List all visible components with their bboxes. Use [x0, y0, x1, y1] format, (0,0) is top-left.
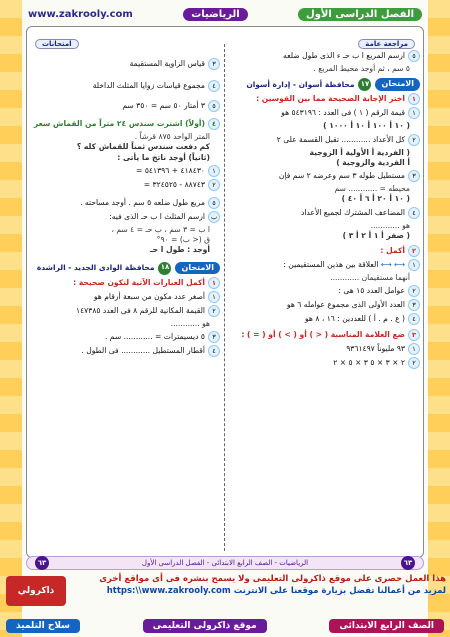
bottom-bar: [0, 615, 450, 637]
q2-item-3: ٣العدد الأولى الذى مجموع عوامله ٦ هو: [230, 299, 420, 311]
left-item-6-d: أوجد : طول ا حـ: [150, 245, 210, 255]
page-number-left: ٦٣: [35, 556, 49, 570]
b-title: ١أكمل العبارات الآتية لتكون صحيحة :: [30, 277, 220, 289]
site-url[interactable]: www.zakrooly.com: [28, 8, 133, 20]
page-footer: [26, 556, 424, 570]
left-column: [30, 48, 220, 359]
q2-item-1-cont: أنهما مستقيمان ............: [330, 273, 410, 282]
term-badge: الفصل الدراسى الأول: [298, 8, 422, 21]
q1-item-4: ٤المضاعف المشترك لجميع الأعداد: [230, 207, 420, 219]
q1-item-2-options-2: أ الفردية والزوجية ): [336, 157, 410, 167]
left-item-4-c: كم دفعت سندس ثمناً للقماش كله ؟: [76, 142, 210, 152]
q1-item-2: ٢كل الأعداد ............ تقبل القسمة على ٢: [230, 134, 420, 146]
left-item-4-d: (ثانياً) أوجد ناتج ما يأتى :: [117, 152, 210, 162]
left-item-6-b: ا ب = ٣ سم ، ب حـ = ٤ سم ،: [111, 224, 210, 234]
left-item-1: ٣قياس الزاوية المستقيمة: [30, 58, 220, 70]
exams-tag: امتحانات: [35, 31, 79, 50]
right-column: [230, 48, 420, 371]
q1-item-1-options: ( ١٠ أ ١٠٠ أ ١٠ أ ١٠٠٠ ): [323, 121, 410, 131]
q1-item-2-options: ( الفردية أ الأولية أ الزوجية: [309, 147, 410, 157]
left-decoration: [0, 0, 22, 637]
b-item-2: ٢القيمة المكانية للرقم ٨ فى العدد ١٤٧٣٨٥: [30, 305, 220, 317]
left-item-4-f: ٢٨٨٧٤٣ - ٣٢٤٥٢٥ =: [30, 179, 220, 191]
left-item-2: ٤مجموع قياسات زوايا المثلث الداخلة: [30, 80, 220, 92]
q1-item-4-cont: هو ............: [370, 220, 410, 230]
q1-item-1: ١قيمة الرقم ( ١ ) فى العدد : ٥٤٣١٩٦ هو: [230, 107, 420, 119]
q1-title: ١اختر الإجابة الصحيحة مما بين القوسين :: [230, 93, 420, 105]
series-badge: سلاح التلميذ: [6, 619, 80, 633]
b-item-2-cont: هو ............: [170, 318, 210, 328]
q1-item-3: ٣مستطيل طوله ٣ سم وعرضه ٢ سم فإن: [230, 170, 420, 182]
left-item-4-b: المتر الواحد ٨٧٥ قرشاً .: [134, 132, 210, 141]
q1-item-4-options: ( صفر أ ١ أ ٢ أ ٣ ): [342, 230, 410, 240]
zakrooly-logo: ذاكرولي: [6, 576, 66, 606]
left-item-5: ٥مربع طول ضلعه ٥ سم . أوجد مساحته .: [30, 197, 220, 209]
q3-title: ٣ضع العلامة المناسبة ( < ) أو ( > ) أو ( = ) :: [230, 329, 420, 341]
review-tag: مراجعة عامة: [358, 31, 415, 50]
page-number-right: ٦٣: [401, 556, 415, 570]
b-item-3: ٣٥ ديسيمترات = ............ سم .: [30, 331, 220, 343]
notice-line-1: هذا العمل حصرى على موقع ذاكرولى التعليمى ولا يسمح بنشره فى أى مواقع أخرى: [99, 574, 446, 584]
site-badge: موقع ذاكرولى التعليمى: [143, 619, 267, 633]
left-item-4-e: ١٤١٨٤٣٠ + ٥٤١٣٩٦ =: [30, 165, 220, 177]
b-item-1: ١أصغر عدد مكون من سبعة أرقام هو: [30, 291, 220, 303]
q2-item-2: ٢عوامل العدد ١٥ هى :: [230, 285, 420, 297]
left-item-4: ٤(أولاً) اشترت سندس ٢٤ متراً من القماش سعر: [30, 118, 220, 130]
b-item-4: ٤أقطار المستطيل ............ فى الطول .: [30, 345, 220, 357]
exam-17-header: الامتحان ١٧ محافظة أسوان - إدارة أسوان: [230, 78, 420, 91]
question-5-cont: ٥ سم ، ثم أوجد محيط المربع .: [313, 64, 410, 73]
header: [28, 6, 422, 22]
subject-badge: الرياضيات: [183, 8, 247, 21]
left-item-6-c: ق (< ب) = ٩٠°: [156, 235, 210, 244]
column-divider: [224, 44, 225, 551]
q2-title: ٢أكمل :: [230, 245, 420, 257]
q1-item-3-options: ( ١٠ أ ٢٠ أ ٦ أ ٤٠ ): [341, 194, 410, 204]
question-5: ٥ارسم المربع ا ب حـ ء الذى طول ضلعه: [230, 50, 420, 62]
right-decoration: [428, 0, 450, 637]
q3-item-1: ١٩٣ مليوناً ٩٣٦١٤٩٧: [230, 343, 420, 355]
left-item-6: بارسم المثلث ا ب حـ الذى فيه:: [30, 211, 220, 223]
book-title: الرياضيات - الصف الرابع الابتدائى - الفصل الدراسى الأول: [141, 559, 309, 567]
notice-line-2[interactable]: لمزيد من أعمالنا تفضل بزيارة موقعنا على الانترنت https:\\www.zakrooly.com: [106, 585, 446, 596]
q2-item-4: ٤( ع . م . أ ) للعددين : ١٦ ، ٨ هو: [230, 313, 420, 325]
q3-item-2: ٢٢ × ٣ × ٥ ٣ × ٥ × ٢: [230, 357, 420, 369]
copyright-notice: [4, 574, 446, 614]
q1-item-3-cont: محيطه = ............ سم: [334, 184, 410, 193]
grade-badge: الصف الرابع الابتدائى: [329, 619, 444, 633]
exam-18-header: الامتحان ١٨ محافظة الوادى الجديد - الراشدة: [30, 262, 220, 275]
left-item-3: ٥٣ أمتار ٥٠ سم = ٣٥٠ سم: [30, 100, 220, 112]
q2-item-1: ١⟷ ⟷ العلاقة بين هذين المستقيمين :: [230, 259, 420, 271]
